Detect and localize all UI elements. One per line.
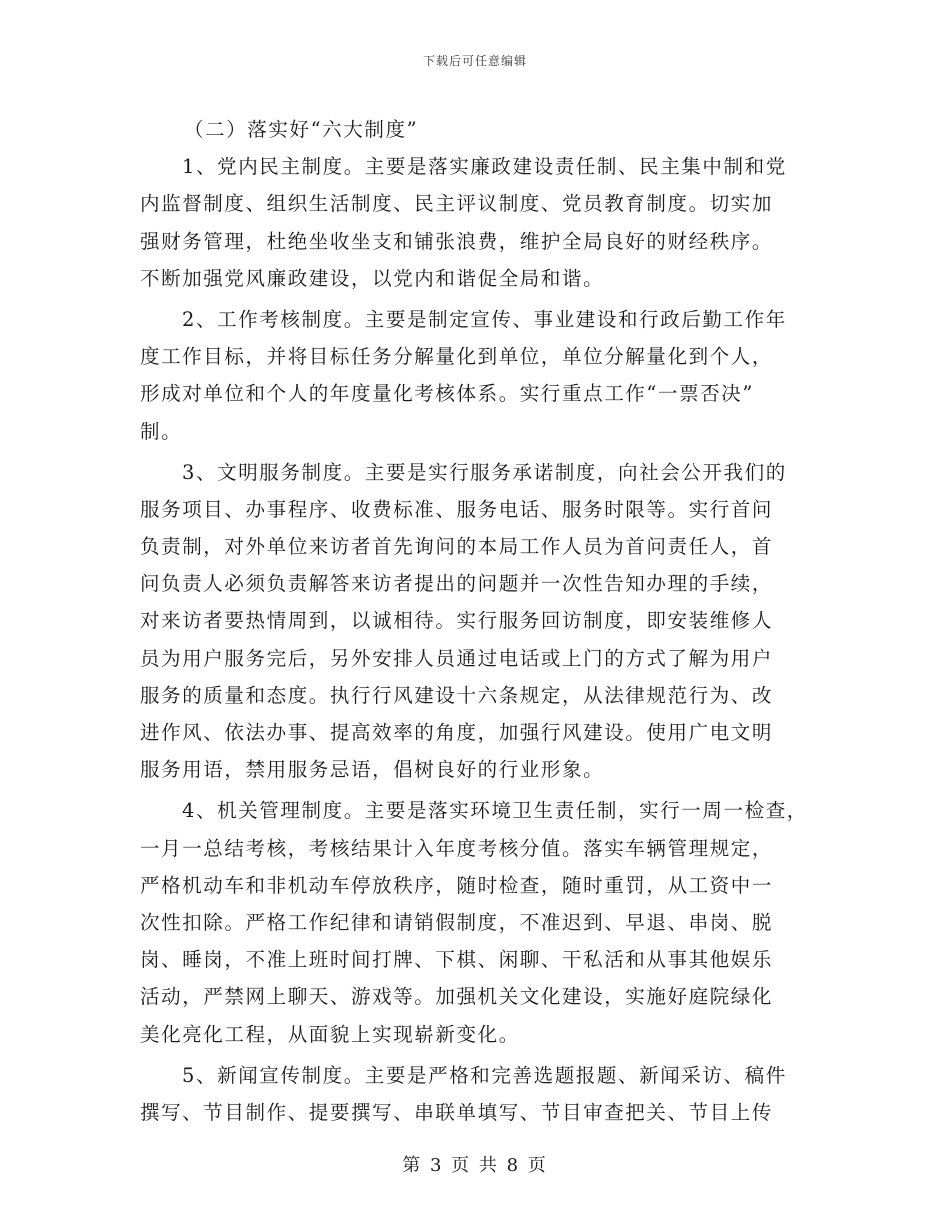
paragraph-line: 4、机关管理制度。主要是落实环境卫生责任制，实行一周一检查， [182,799,808,823]
paragraph-line: 进作风、依法办事、提高效率的角度，加强行风建设。使用广电文明 [140,721,774,744]
paragraph-line: 2、工作考核制度。主要是制定宣传、事业建设和行政后勤工作年 [182,307,787,331]
paragraph-line: 服务用语，禁用服务忌语，倡树良好的行业形象。 [140,758,605,782]
paragraph-line: 负责制，对外单位来访者首先询问的本局工作人员为首问责任人，首 [140,535,774,559]
document-body [140,111,830,1131]
paragraph-line: 撰写、节目制作、提要撰写、串联单填写、节目审查把关、节目上传 [140,1100,774,1124]
paragraph-line: 形成对单位和个人的年度量化考核体系。实行重点工作“一票否决” [140,382,754,406]
paragraph-line: 严格机动车和非机动车停放秩序，随时检查，随时重罚，从工资中一 [140,873,774,897]
paragraph-line: 强财务管理，杜绝坐收坐支和铺张浪费，维护全局良好的财经秩序。 [140,229,774,253]
paragraph-line: 一月一总结考核，考核结果计入年度考核分值。落实车辆管理规定， [140,836,774,860]
paragraph-line: 5、新闻宣传制度。主要是严格和完善选题报题、新闻采访、稿件 [182,1063,787,1087]
paragraph-line: 服务的质量和态度。执行行风建设十六条规定，从法律规范行为、改 [140,683,774,707]
paragraph-line: 美化亮化工程，从面貌上实现崭新变化。 [140,1022,520,1046]
paragraph-line: 活动，严禁网上聊天、游戏等。加强机关文化建设，实施好庭院绿化 [140,985,774,1009]
paragraph-line: 度工作目标，并将目标任务分解量化到单位，单位分解量化到个人， [140,345,774,369]
paragraph-line: 制。 [140,419,183,443]
paragraph-line: 服务项目、办事程序、收费标准、服务电话、服务时限等。实行首问 [140,497,774,521]
page-footer: 第 3 页 共 8 页 [402,1155,548,1176]
paragraph-line: 问负责人必须负责解答来访者提出的问题并一次性告知办理的手续， [140,572,774,596]
paragraph-line: 内监督制度、组织生活制度、民主评议制度、党员教育制度。切实加 [140,192,774,216]
paragraph-line: 次性扣除。严格工作纪律和请销假制度，不准迟到、早退、串岗、脱 [140,910,774,934]
section-heading: （二）落实好“六大制度” [184,118,419,141]
paragraph-line: 对来访者要热情周到，以诚相待。实行服务回访制度，即安装维修人 [140,609,774,633]
paragraph-line: 不断加强党风廉政建设，以党内和谐促全局和谐。 [140,266,605,290]
page-header: 下载后可任意编辑 [422,54,527,68]
paragraph-line: 员为用户服务完后，另外安排人员通过电话或上门的方式了解为用户 [140,646,774,670]
paragraph-line: 3、文明服务制度。主要是实行服务承诺制度，向社会公开我们的 [182,460,787,484]
paragraph-line: 1、党内民主制度。主要是落实廉政建设责任制、民主集中制和党 [182,155,787,179]
paragraph-line: 岗、睡岗，不准上班时间打牌、下棋、闲聊、干私活和从事其他娱乐 [140,948,774,972]
